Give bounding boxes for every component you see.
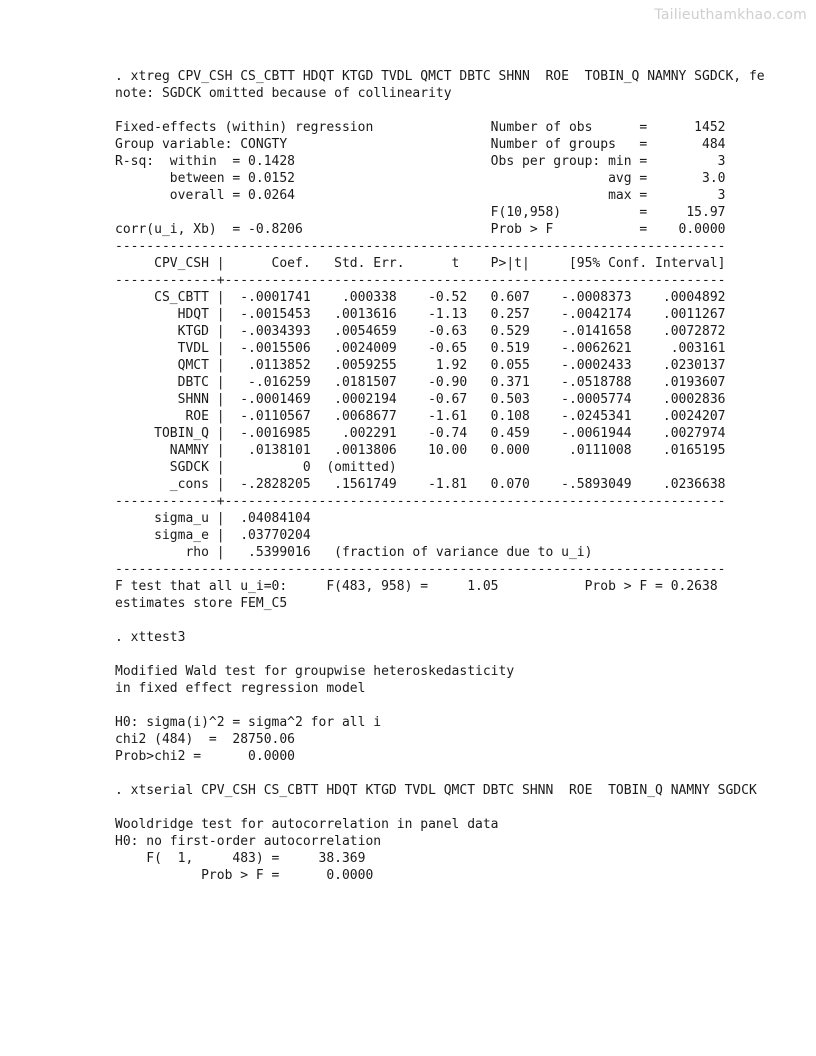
wooldridge-test-hypothesis: H0: no first-order autocorrelation	[115, 834, 382, 849]
xtreg-command-line: . xtreg CPV_CSH CS_CBTT HDQT KTGD TVDL QMCT DBTC SHNN ROE TOBIN_Q NAMNY SGDCK, fe	[115, 69, 765, 84]
estimates-store-line: estimates store FEM_C5	[115, 596, 288, 611]
coefficient-row: ROE | -.0110567 .0068677 -1.61 0.108 -.0245341 .0024207	[115, 409, 726, 424]
coefficient-row: KTGD | -.0034393 .0054659 -0.63 0.529 -.0141658 .0072872	[115, 324, 726, 339]
stata-output-document	[115, 68, 805, 884]
table-divider: -------------+----------------------------------------------------------------	[115, 273, 726, 288]
collinearity-note: note: SGDCK omitted because of collinearity	[115, 86, 452, 101]
coefficient-row: CS_CBTT | -.0001741 .000338 -0.52 0.607 -.0008373 .0004892	[115, 290, 726, 305]
coefficient-row: NAMNY | .0138101 .0013806 10.00 0.000 .0111008 .0165195	[115, 443, 726, 458]
xttest3-command-line: . xttest3	[115, 630, 186, 645]
blank-line	[115, 765, 805, 782]
f-test-line: F test that all u_i=0: F(483, 958) = 1.05 Prob > F = 0.2638	[115, 579, 718, 594]
coefficient-row: SHNN | -.0001469 .0002194 -0.67 0.503 -.0005774 .0002836	[115, 392, 726, 407]
wald-test-hypothesis: H0: sigma(i)^2 = sigma^2 for all i	[115, 715, 382, 730]
coefficient-table-header: CPV_CSH | Coef. Std. Err. t P>|t| [95% Conf. Interval]	[115, 256, 726, 271]
wald-test-title: Modified Wald test for groupwise heteroskedasticity	[115, 664, 515, 679]
wald-test-pvalue: Prob>chi2 = 0.0000	[115, 749, 296, 764]
blank-line	[115, 697, 805, 714]
regression-header-line: Group variable: CONGTY Number of groups = 484	[115, 137, 726, 152]
regression-header-line: R-sq: within = 0.1428 Obs per group: min = 3	[115, 154, 726, 169]
coefficient-row: QMCT | .0113852 .0059255 1.92 0.055 -.0002433 .0230137	[115, 358, 726, 373]
regression-header-line: between = 0.0152 avg = 3.0	[115, 171, 726, 186]
blank-line	[115, 646, 805, 663]
regression-header-line: F(10,958) = 15.97	[115, 205, 726, 220]
table-divider: ------------------------------------------------------------------------------	[115, 239, 726, 254]
coefficient-row: SGDCK | 0 (omitted)	[115, 460, 397, 475]
coefficient-row: TVDL | -.0015506 .0024009 -0.65 0.519 -.0062621 .003161	[115, 341, 726, 356]
variance-component-row: sigma_u | .04084104	[115, 511, 311, 526]
variance-component-row: sigma_e | .03770204	[115, 528, 311, 543]
coefficient-row: TOBIN_Q | -.0016985 .002291 -0.74 0.459 -.0061944 .0027974	[115, 426, 726, 441]
variance-component-row: rho | .5399016 (fraction of variance due to u_i)	[115, 545, 593, 560]
regression-header-line: Fixed-effects (within) regression Number of obs = 1452	[115, 120, 726, 135]
table-divider: -------------+----------------------------------------------------------------	[115, 494, 726, 509]
xtserial-command-line: . xtserial CPV_CSH CS_CBTT HDQT KTGD TVDL QMCT DBTC SHNN ROE TOBIN_Q NAMNY SGDCK	[115, 783, 757, 798]
blank-line	[115, 102, 805, 119]
wald-test-subtitle: in fixed effect regression model	[115, 681, 366, 696]
table-divider: ------------------------------------------------------------------------------	[115, 562, 726, 577]
watermark: Tailieuthamkhao.com	[654, 7, 807, 23]
wooldridge-test-pvalue: Prob > F = 0.0000	[115, 868, 374, 883]
coefficient-row: DBTC | -.016259 .0181507 -0.90 0.371 -.0518788 .0193607	[115, 375, 726, 390]
wooldridge-test-statistic: F( 1, 483) = 38.369	[115, 851, 366, 866]
blank-line	[115, 612, 805, 629]
blank-line	[115, 799, 805, 816]
regression-header-line: corr(u_i, Xb) = -0.8206 Prob > F = 0.0000	[115, 222, 726, 237]
regression-header-line: overall = 0.0264 max = 3	[115, 188, 726, 203]
coefficient-row: _cons | -.2828205 .1561749 -1.81 0.070 -.5893049 .0236638	[115, 477, 726, 492]
wooldridge-test-title: Wooldridge test for autocorrelation in panel data	[115, 817, 499, 832]
coefficient-row: HDQT | -.0015453 .0013616 -1.13 0.257 -.0042174 .0011267	[115, 307, 726, 322]
wald-test-statistic: chi2 (484) = 28750.06	[115, 732, 296, 747]
